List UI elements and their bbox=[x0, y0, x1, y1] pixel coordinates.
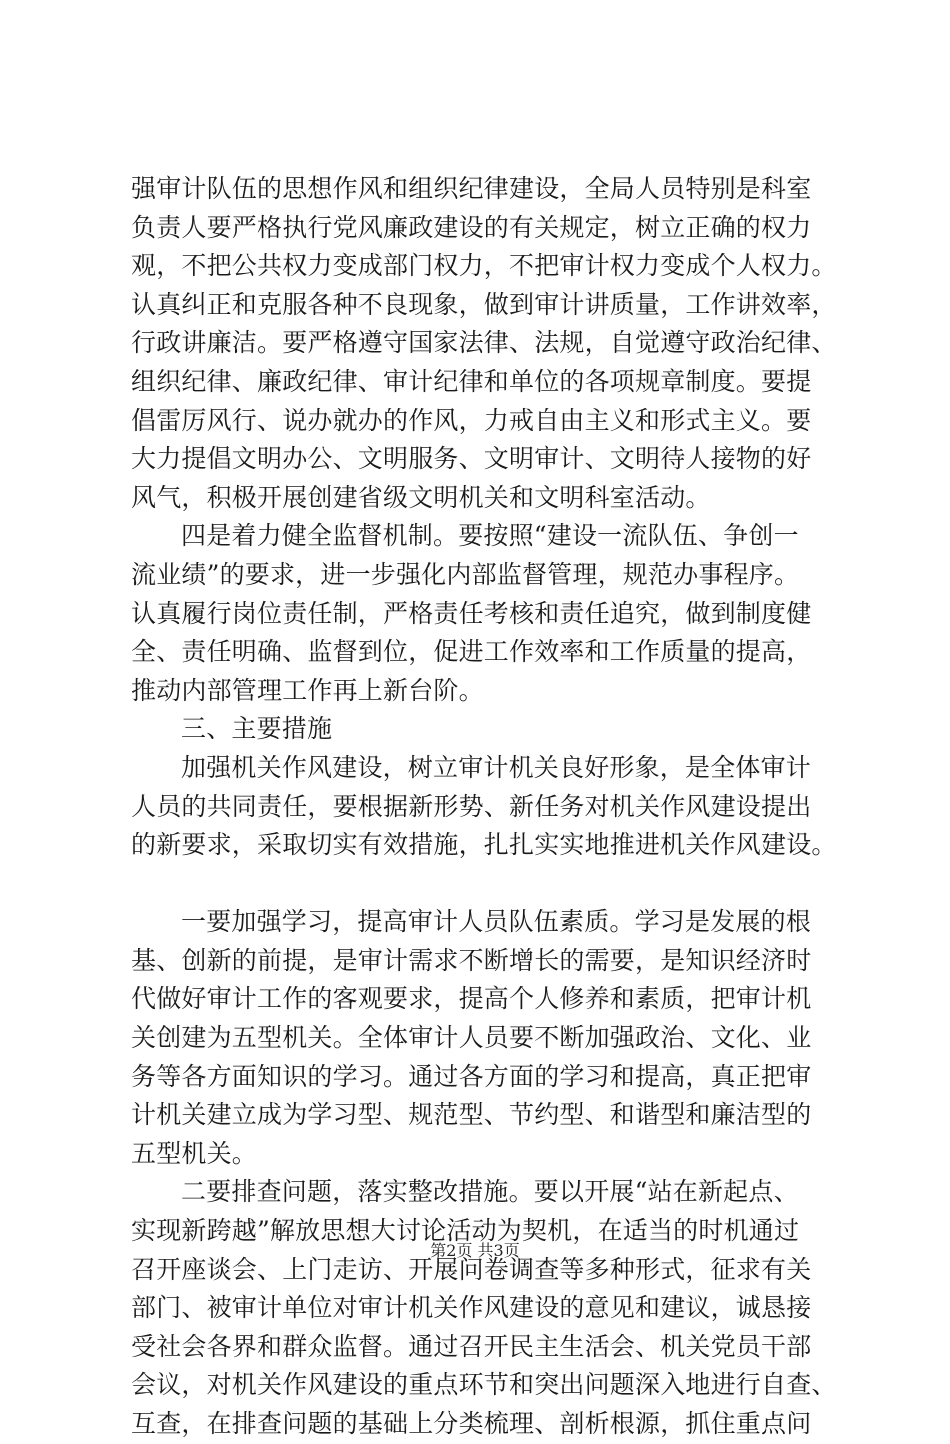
text-line: 受社会各界和群众监督。通过召开民主生活会、机关党员干部 bbox=[131, 1331, 812, 1361]
text-line: 强审计队伍的思想作风和组织纪律建设，全局人员特别是科室 bbox=[131, 174, 812, 203]
section-heading: 三、主要措施 bbox=[181, 714, 333, 744]
text-line: 部门、被审计单位对审计机关作风建设的意见和建议，诚恳接 bbox=[131, 1293, 812, 1323]
text-line: 人员的共同责任，要根据新形势、新任务对机关作风建设提出 bbox=[131, 791, 812, 821]
text-line: 倡雷厉风行、说办就办的作风，力戒自由主义和形式主义。要 bbox=[131, 405, 812, 435]
text-line: 大力提倡文明办公、文明服务、文明审计、文明待人接物的好 bbox=[131, 444, 812, 474]
paragraph-start-line: 二要排查问题，落实整改措施。要以开展“站在新起点、 bbox=[181, 1177, 799, 1207]
page-number-footer: 第2页 共3页 bbox=[430, 1241, 520, 1260]
paragraph-start-line: 四是着力健全监督机制。要按照“建设一流队伍、争创一 bbox=[181, 521, 799, 551]
text-line: 关创建为五型机关。全体审计人员要不断加强政治、文化、业 bbox=[131, 1023, 812, 1053]
text-line: 代做好审计工作的客观要求，提高个人修养和素质，把审计机 bbox=[131, 984, 812, 1014]
text-line: 会议，对机关作风建设的重点环节和突出问题深入地进行自查、 bbox=[131, 1370, 837, 1400]
text-line: 基、创新的前提，是审计需求不断增长的需要，是知识经济时 bbox=[131, 945, 812, 975]
text-line: 认真纠正和克服各种不良现象，做到审计讲质量，工作讲效率， bbox=[131, 289, 837, 319]
text-line: 观，不把公共权力变成部门权力，不把审计权力变成个人权力。 bbox=[131, 251, 837, 281]
text-line: 推动内部管理工作再上新台阶。 bbox=[131, 675, 484, 705]
text-line: 计机关建立成为学习型、规范型、节约型、和谐型和廉洁型的 bbox=[131, 1100, 812, 1130]
text-line: 负责人要严格执行党风廉政建设的有关规定，树立正确的权力 bbox=[131, 212, 812, 242]
text-line: 实现新跨越”解放思想大讨论活动为契机，在适当的时机通过 bbox=[131, 1216, 800, 1246]
text-line: 的新要求，采取切实有效措施，扎扎实实地推进机关作风建设。 bbox=[131, 830, 837, 860]
text-line: 组织纪律、廉政纪律、审计纪律和单位的各项规章制度。要提 bbox=[131, 366, 812, 396]
text-line: 务等各方面知识的学习。通过各方面的学习和提高，真正把审 bbox=[131, 1061, 812, 1091]
text-line: 互查，在排查问题的基础上分类梳理、剖析根源，抓住重点问 bbox=[131, 1409, 812, 1438]
text-line: 认真履行岗位责任制，严格责任考核和责任追究，做到制度健 bbox=[131, 598, 812, 628]
paragraph-start-line: 一要加强学习，提高审计人员队伍素质。学习是发展的根 bbox=[181, 907, 812, 937]
text-line: 全、责任明确、监督到位，促进工作效率和工作质量的提高， bbox=[131, 637, 812, 667]
text-line: 召开座谈会、上门走访、开展问卷调查等多种形式，征求有关 bbox=[131, 1254, 812, 1284]
text-line: 流业绩”的要求，进一步强化内部监督管理，规范办事程序。 bbox=[131, 559, 800, 589]
text-line: 风气，积极开展创建省级文明机关和文明科室活动。 bbox=[131, 482, 711, 512]
text-line: 行政讲廉洁。要严格遵守国家法律、法规，自觉遵守政治纪律、 bbox=[131, 328, 837, 358]
blank-line bbox=[131, 865, 831, 904]
text-line: 五型机关。 bbox=[131, 1138, 258, 1168]
paragraph-start-line: 加强机关作风建设，树立审计机关良好形象，是全体审计 bbox=[181, 752, 812, 782]
